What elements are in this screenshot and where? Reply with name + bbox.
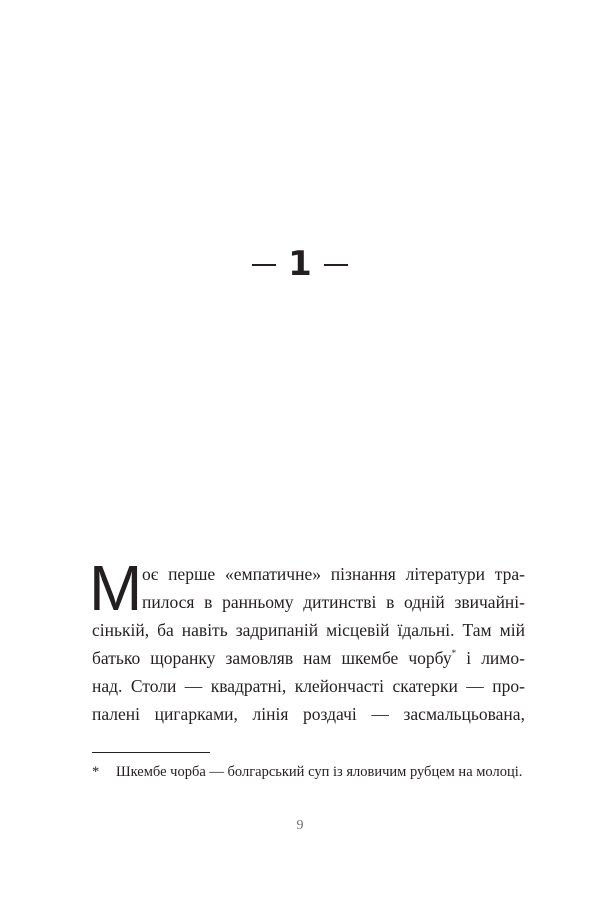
footnote-text: Шкембе чорба — болгарський суп із яловичим рубцем на молоці. xyxy=(116,764,523,780)
word: пилося xyxy=(142,592,195,612)
word: щоранку xyxy=(150,648,216,668)
word: задрипаній xyxy=(235,620,319,640)
text-line xyxy=(92,644,525,672)
word: оє xyxy=(142,564,159,584)
word: нам xyxy=(303,648,332,668)
word: пізнання xyxy=(330,564,396,584)
word: ранньому xyxy=(222,592,294,612)
heading-dash-right xyxy=(324,264,348,266)
word: перше xyxy=(168,564,216,584)
footnote-mark: * xyxy=(92,764,100,780)
word: лінія xyxy=(252,704,289,724)
word: сінькій, xyxy=(92,620,150,640)
word: місцевій xyxy=(326,620,390,640)
word: Там xyxy=(462,620,492,640)
word-with-footnote xyxy=(408,644,456,672)
word: мій xyxy=(499,620,525,640)
word: і xyxy=(466,648,472,668)
word: роздачі xyxy=(303,704,357,724)
drop-cap: М xyxy=(89,552,143,624)
word: над. xyxy=(92,676,123,696)
word: чорбу xyxy=(408,648,452,668)
text-line xyxy=(92,700,525,728)
word: лимо- xyxy=(481,648,525,668)
text-line xyxy=(92,616,525,644)
word: літератури xyxy=(405,564,485,584)
word: квадратні, xyxy=(210,676,287,696)
chapter-heading xyxy=(0,244,600,284)
word: засмальцьована, xyxy=(403,704,525,724)
page-number: 9 xyxy=(296,818,304,833)
word: шкембе xyxy=(341,648,399,668)
text-line xyxy=(92,560,525,588)
word: тра- xyxy=(494,564,525,584)
footnote xyxy=(92,763,525,781)
word: скатерки xyxy=(392,676,458,696)
word: — xyxy=(371,704,389,724)
word: в xyxy=(204,592,213,612)
word: клейончасті xyxy=(294,676,385,696)
word: «емпатичне» xyxy=(225,564,321,584)
word: ба xyxy=(157,620,174,640)
footnote-reference: * xyxy=(451,648,457,658)
word: замовляв xyxy=(225,648,294,668)
chapter-number: 1 xyxy=(288,244,312,284)
heading-dash-left xyxy=(252,264,276,266)
footnote-separator xyxy=(92,752,210,753)
word: — xyxy=(466,676,484,696)
word: їдальні. xyxy=(397,620,455,640)
word: Столи xyxy=(130,676,177,696)
word: одній xyxy=(404,592,445,612)
word: батько xyxy=(92,648,141,668)
word: навіть xyxy=(181,620,228,640)
word: — xyxy=(184,676,203,696)
body-paragraph xyxy=(89,552,525,728)
word: дитинстві xyxy=(303,592,377,612)
word: звичайні- xyxy=(454,592,525,612)
text-line xyxy=(92,588,525,616)
text-line xyxy=(92,672,525,700)
word: цигарками, xyxy=(154,704,238,724)
word: в xyxy=(386,592,395,612)
word: палені xyxy=(92,704,141,724)
word: про- xyxy=(492,676,525,696)
